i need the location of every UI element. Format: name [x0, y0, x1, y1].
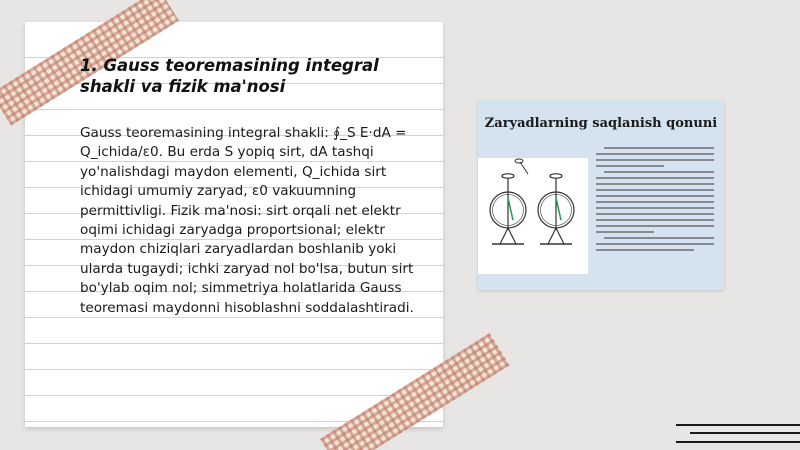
figure-caption-scan — [594, 144, 716, 277]
scanned-text-block — [594, 144, 716, 274]
slide-body-text: Gauss teoremasining integral shakli: ∮_S E·dA = Q_ichida/ε0. Bu erda S yopiq sirt, dA tashqi yo'nalishdagi maydon elementi, Q_ichida sirt ichidagi umumiy zaryad, ε0 vakuumning permittivligi. Fizik ma'nosi: sirt orqali net elektr oqimi ichidagi zaryadga proportsional; elektr maydon chiziqlari zaryadlardan boshlanib yoki ularda tugaydi; ichki zaryad nol bo'lsa, butun sirt bo'ylab oqim nol; simmetriya holatlarida Gauss teoremasi maydonni hisoblashni soddalashtiradi. — [80, 125, 414, 316]
decorative-line — [676, 441, 800, 443]
electroscope-icon — [478, 158, 588, 274]
decorative-line — [676, 424, 800, 426]
textbook-figure — [478, 100, 724, 290]
slide-title: 1. Gauss teoremasining integral shakli va fizik ma'nosi — [80, 56, 379, 96]
decorative-line — [690, 432, 800, 434]
figure-title: Zaryadlarning saqlanish qonuni — [484, 116, 718, 131]
electroscope-illustration — [478, 158, 588, 274]
